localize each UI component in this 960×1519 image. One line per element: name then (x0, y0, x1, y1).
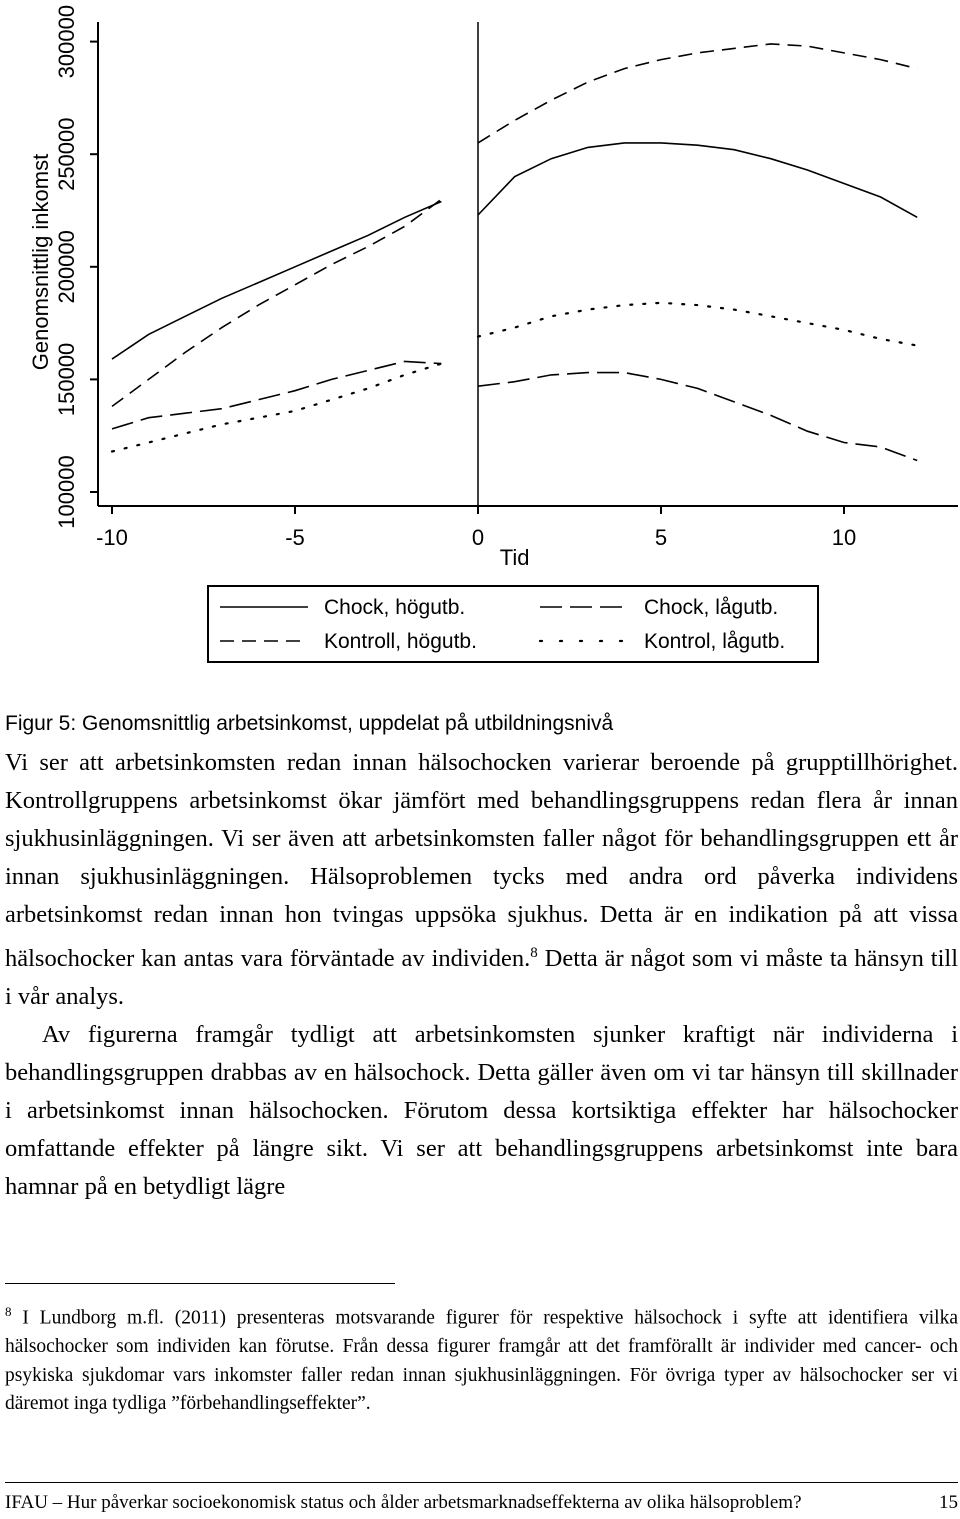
chart-axes (28, 5, 958, 570)
legend-label-1: Chock, högutb. (324, 596, 466, 619)
paragraph-2: Av figurerna framgår tydligt att arbetsinkomsten sjunker kraftigt när individerna i behandlingsgruppen drabbas av en hälsochock. Detta gäller även om vi tar hänsyn till skillnader i arbetsinkomst innan hälsochocken. Förutom dessa kortsiktiga effekter har hälsochocker omfattande effekter på längre sikt. Vi ser att behandlingsgruppens arbetsinkomst inte bara hamnar på en betydligt lägre (5, 1021, 958, 1201)
x-axis-title: Tid (499, 545, 530, 570)
y-tick-label: 200000 (54, 230, 79, 304)
x-tick-label: 0 (471, 525, 485, 550)
series-line-4-pre (112, 364, 441, 452)
x-tick-label: 10 (831, 525, 857, 550)
chart-legend (208, 586, 818, 662)
footnote-reference: 8 (530, 945, 538, 961)
page-footer (5, 1492, 958, 1514)
income-chart (0, 0, 960, 690)
series-line-3-post (478, 44, 917, 143)
x-tick-label: 5 (654, 525, 668, 550)
page-number: 15 (939, 1492, 958, 1513)
series-line-2-post (478, 373, 917, 461)
footer-divider (5, 1482, 958, 1483)
body-text (5, 744, 958, 1206)
y-tick-label: 250000 (54, 117, 79, 191)
series-line-4-post (478, 303, 917, 346)
y-tick-label: 100000 (54, 455, 79, 529)
legend-label-3: Kontroll, högutb. (324, 630, 477, 653)
paragraph-1-text: Vi ser att arbetsinkomsten redan innan hälsochocken varierar beroende på grupptillhörighet. Kontrollgruppens arbetsinkomst ökar jämfört med behandlingsgruppens redan flera år innan sjukhusinläggningen. Vi ser även att arbetsinkomsten faller något för behandlingsgruppen ett år innan sjukhusinläggningen. Hälsoproblemen tycks med andra ord påverka individens arbetsinkomst redan innan hon tvingas uppsöka sjukhus. Detta är en indikation på att vissa hälsochocker kan antas vara förväntade av individen. (5, 749, 958, 973)
legend-label-4: Kontrol, lågutb. (644, 630, 786, 653)
footnote-number: 8 (5, 1304, 12, 1319)
series-line-2-pre (112, 361, 441, 429)
legend-label-2: Chock, lågutb. (644, 596, 779, 619)
y-axis-title: Genomsnittlig inkomst (28, 153, 53, 371)
footnote (5, 1298, 958, 1419)
y-tick-label: 150000 (54, 342, 79, 417)
paragraph-1 (5, 744, 958, 1016)
series-line-1-pre (112, 202, 441, 360)
footnote-divider (5, 1283, 395, 1284)
y-tick-label: 300000 (54, 4, 79, 79)
figure-caption: Figur 5: Genomsnittlig arbetsinkomst, uppdelat på utbildningsnivå (5, 712, 614, 735)
footnote-text: I Lundborg m.fl. (2011) presenteras motsvarande figurer för respektive hälsochock i syfte att identifiera vilka hälsochocker som individen kan förutse. Från dessa figurer framgår att det framförallt är individer med cancer- och psykiska sjukdomar vars inkomster faller redan innan sjukhusinläggningen. För övriga typer av hälsochocker ser vi däremot inga tydliga ”förbehandlingseffekter”. (5, 1307, 958, 1414)
series-line-3-pre (112, 199, 441, 406)
chart-series (112, 44, 917, 461)
series-line-1-post (478, 143, 917, 217)
paragraph-1-end: Detta är något som vi måste ta hänsyn till i vår analys. (5, 945, 958, 1011)
x-tick-label: -10 (96, 525, 128, 550)
footer-title: IFAU – Hur påverkar socioekonomisk status och ålder arbetsmarknadseffekterna av olika hälsoproblem? (5, 1492, 802, 1513)
x-tick-label: -5 (285, 525, 305, 550)
